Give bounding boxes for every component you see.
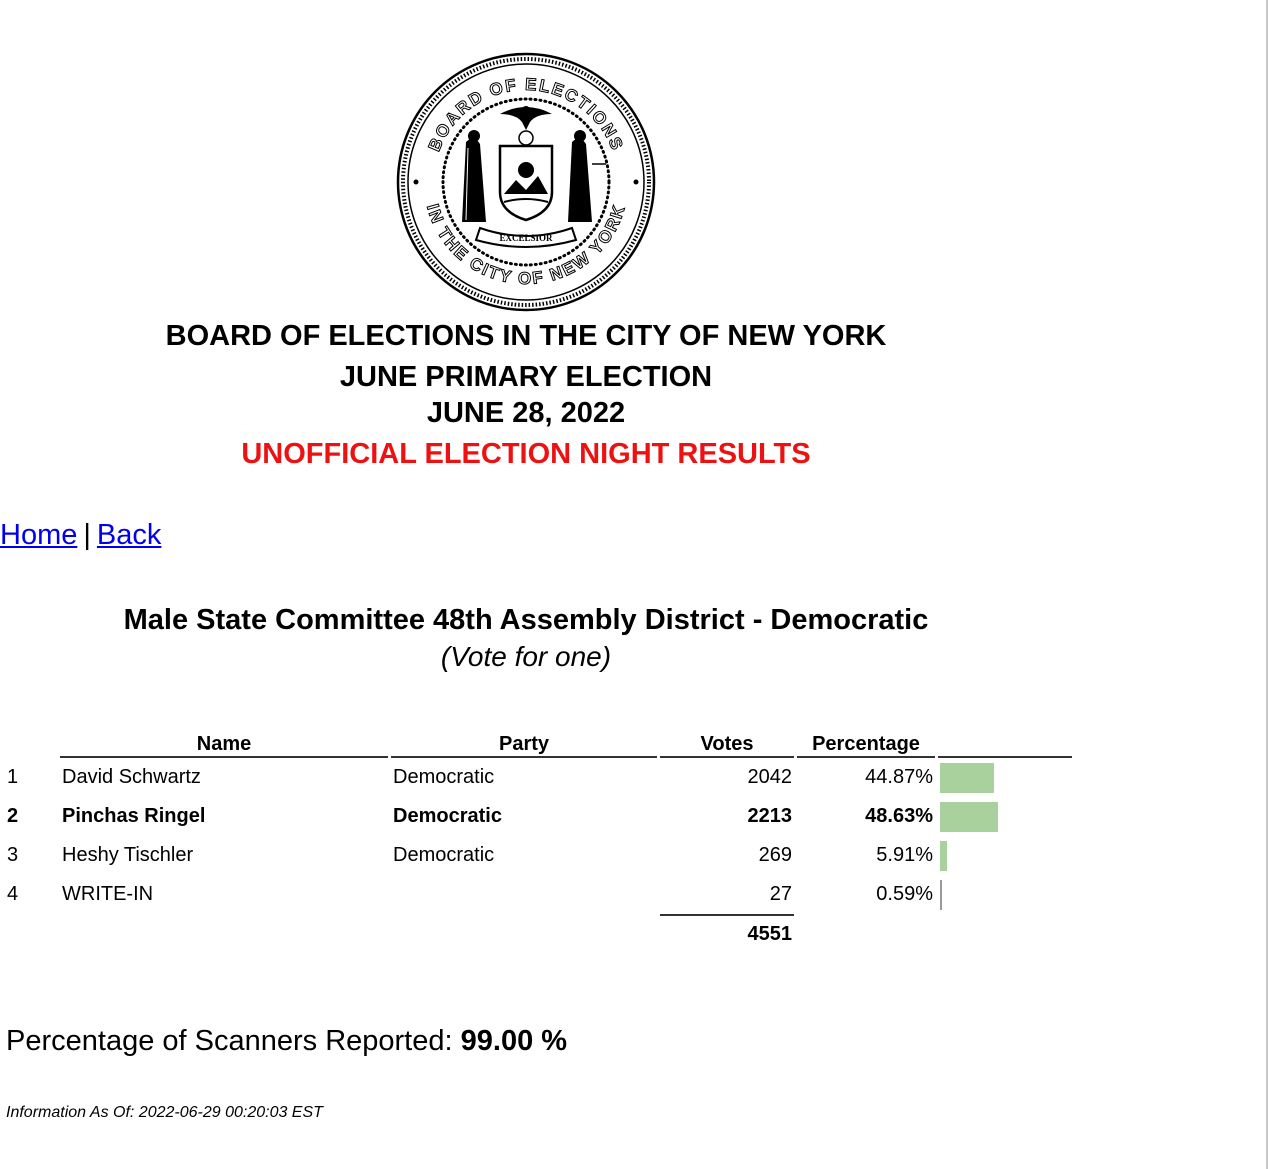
- rank-cell: 4: [7, 883, 19, 905]
- votes-cell: 269: [758, 844, 792, 866]
- election-title: JUNE PRIMARY ELECTION: [339, 361, 713, 393]
- nyc-board-of-elections-seal: [396, 52, 656, 312]
- election-date: JUNE 28, 2022: [426, 397, 626, 429]
- party-cell: Democratic: [393, 766, 495, 788]
- percentage-bar-cell: [938, 758, 1072, 797]
- percentage-header: Percentage: [797, 726, 935, 758]
- name-header: Name: [60, 726, 388, 758]
- scanners-value: 99.00 %: [460, 1025, 568, 1057]
- percentage-bar-cell: [938, 836, 1072, 875]
- scanners-reported: [6, 1022, 567, 1060]
- contest-title: Male State Committee 48th Assembly District - Democratic: [123, 604, 929, 636]
- contest-header: [0, 600, 1052, 674]
- page-header: [0, 318, 1052, 472]
- total-votes: 4551: [660, 914, 794, 952]
- rank-header: [3, 726, 57, 758]
- candidate-name: WRITE-IN: [62, 883, 154, 905]
- votes-cell: 27: [769, 883, 792, 905]
- table-row: [3, 836, 1072, 875]
- back-link[interactable]: Back: [96, 519, 162, 551]
- table-header-row: [3, 726, 1072, 758]
- percentage-cell: 0.59%: [876, 883, 933, 905]
- nav-links: [0, 516, 161, 554]
- total-row: [3, 914, 1072, 952]
- votes-header: Votes: [660, 726, 794, 758]
- votes-cell: 2213: [747, 805, 792, 827]
- nav-separator: |: [83, 519, 91, 551]
- candidate-name: David Schwartz: [62, 766, 201, 788]
- percentage-cell: 48.63%: [865, 805, 933, 827]
- candidate-name: Pinchas Ringel: [62, 805, 206, 827]
- contest-subtitle: (Vote for one): [440, 641, 612, 672]
- percentage-bar-cell: [938, 875, 1072, 914]
- percentage-cell: 5.91%: [876, 844, 933, 866]
- percentage-bar: [940, 880, 942, 910]
- percentage-bar: [940, 802, 998, 832]
- votes-cell: 2042: [747, 766, 792, 788]
- bar-header: [938, 726, 1072, 758]
- rank-cell: 1: [7, 766, 19, 788]
- party-cell: Democratic: [393, 805, 502, 827]
- percentage-cell: 44.87%: [865, 766, 933, 788]
- scanners-label: Percentage of Scanners Reported:: [6, 1025, 461, 1057]
- percentage-bar-cell: [938, 797, 1072, 836]
- table-row: [3, 758, 1072, 797]
- party-header: Party: [391, 726, 657, 758]
- rank-cell: 2: [7, 805, 19, 827]
- table-row: [3, 797, 1072, 836]
- party-cell: Democratic: [393, 844, 495, 866]
- svg-text:IN THE CITY OF NEW YORK: IN THE CITY OF NEW YORK: [422, 201, 630, 289]
- results-table: [0, 726, 1075, 952]
- information-timestamp: Information As Of: 2022-06-29 00:20:03 EST: [6, 1104, 323, 1121]
- svg-text:EXCELSIOR: EXCELSIOR: [499, 233, 553, 243]
- home-link[interactable]: Home: [0, 519, 78, 551]
- party-cell: [391, 875, 657, 914]
- results-status: UNOFFICIAL ELECTION NIGHT RESULTS: [241, 438, 811, 470]
- org-title: BOARD OF ELECTIONS IN THE CITY OF NEW YORK: [165, 320, 887, 352]
- percentage-bar: [940, 763, 994, 793]
- svg-text:BOARD OF ELECTIONS: BOARD OF ELECTIONS: [424, 74, 628, 155]
- percentage-bar: [940, 841, 947, 871]
- candidate-name: Heshy Tischler: [62, 844, 194, 866]
- table-row: [3, 875, 1072, 914]
- rank-cell: 3: [7, 844, 19, 866]
